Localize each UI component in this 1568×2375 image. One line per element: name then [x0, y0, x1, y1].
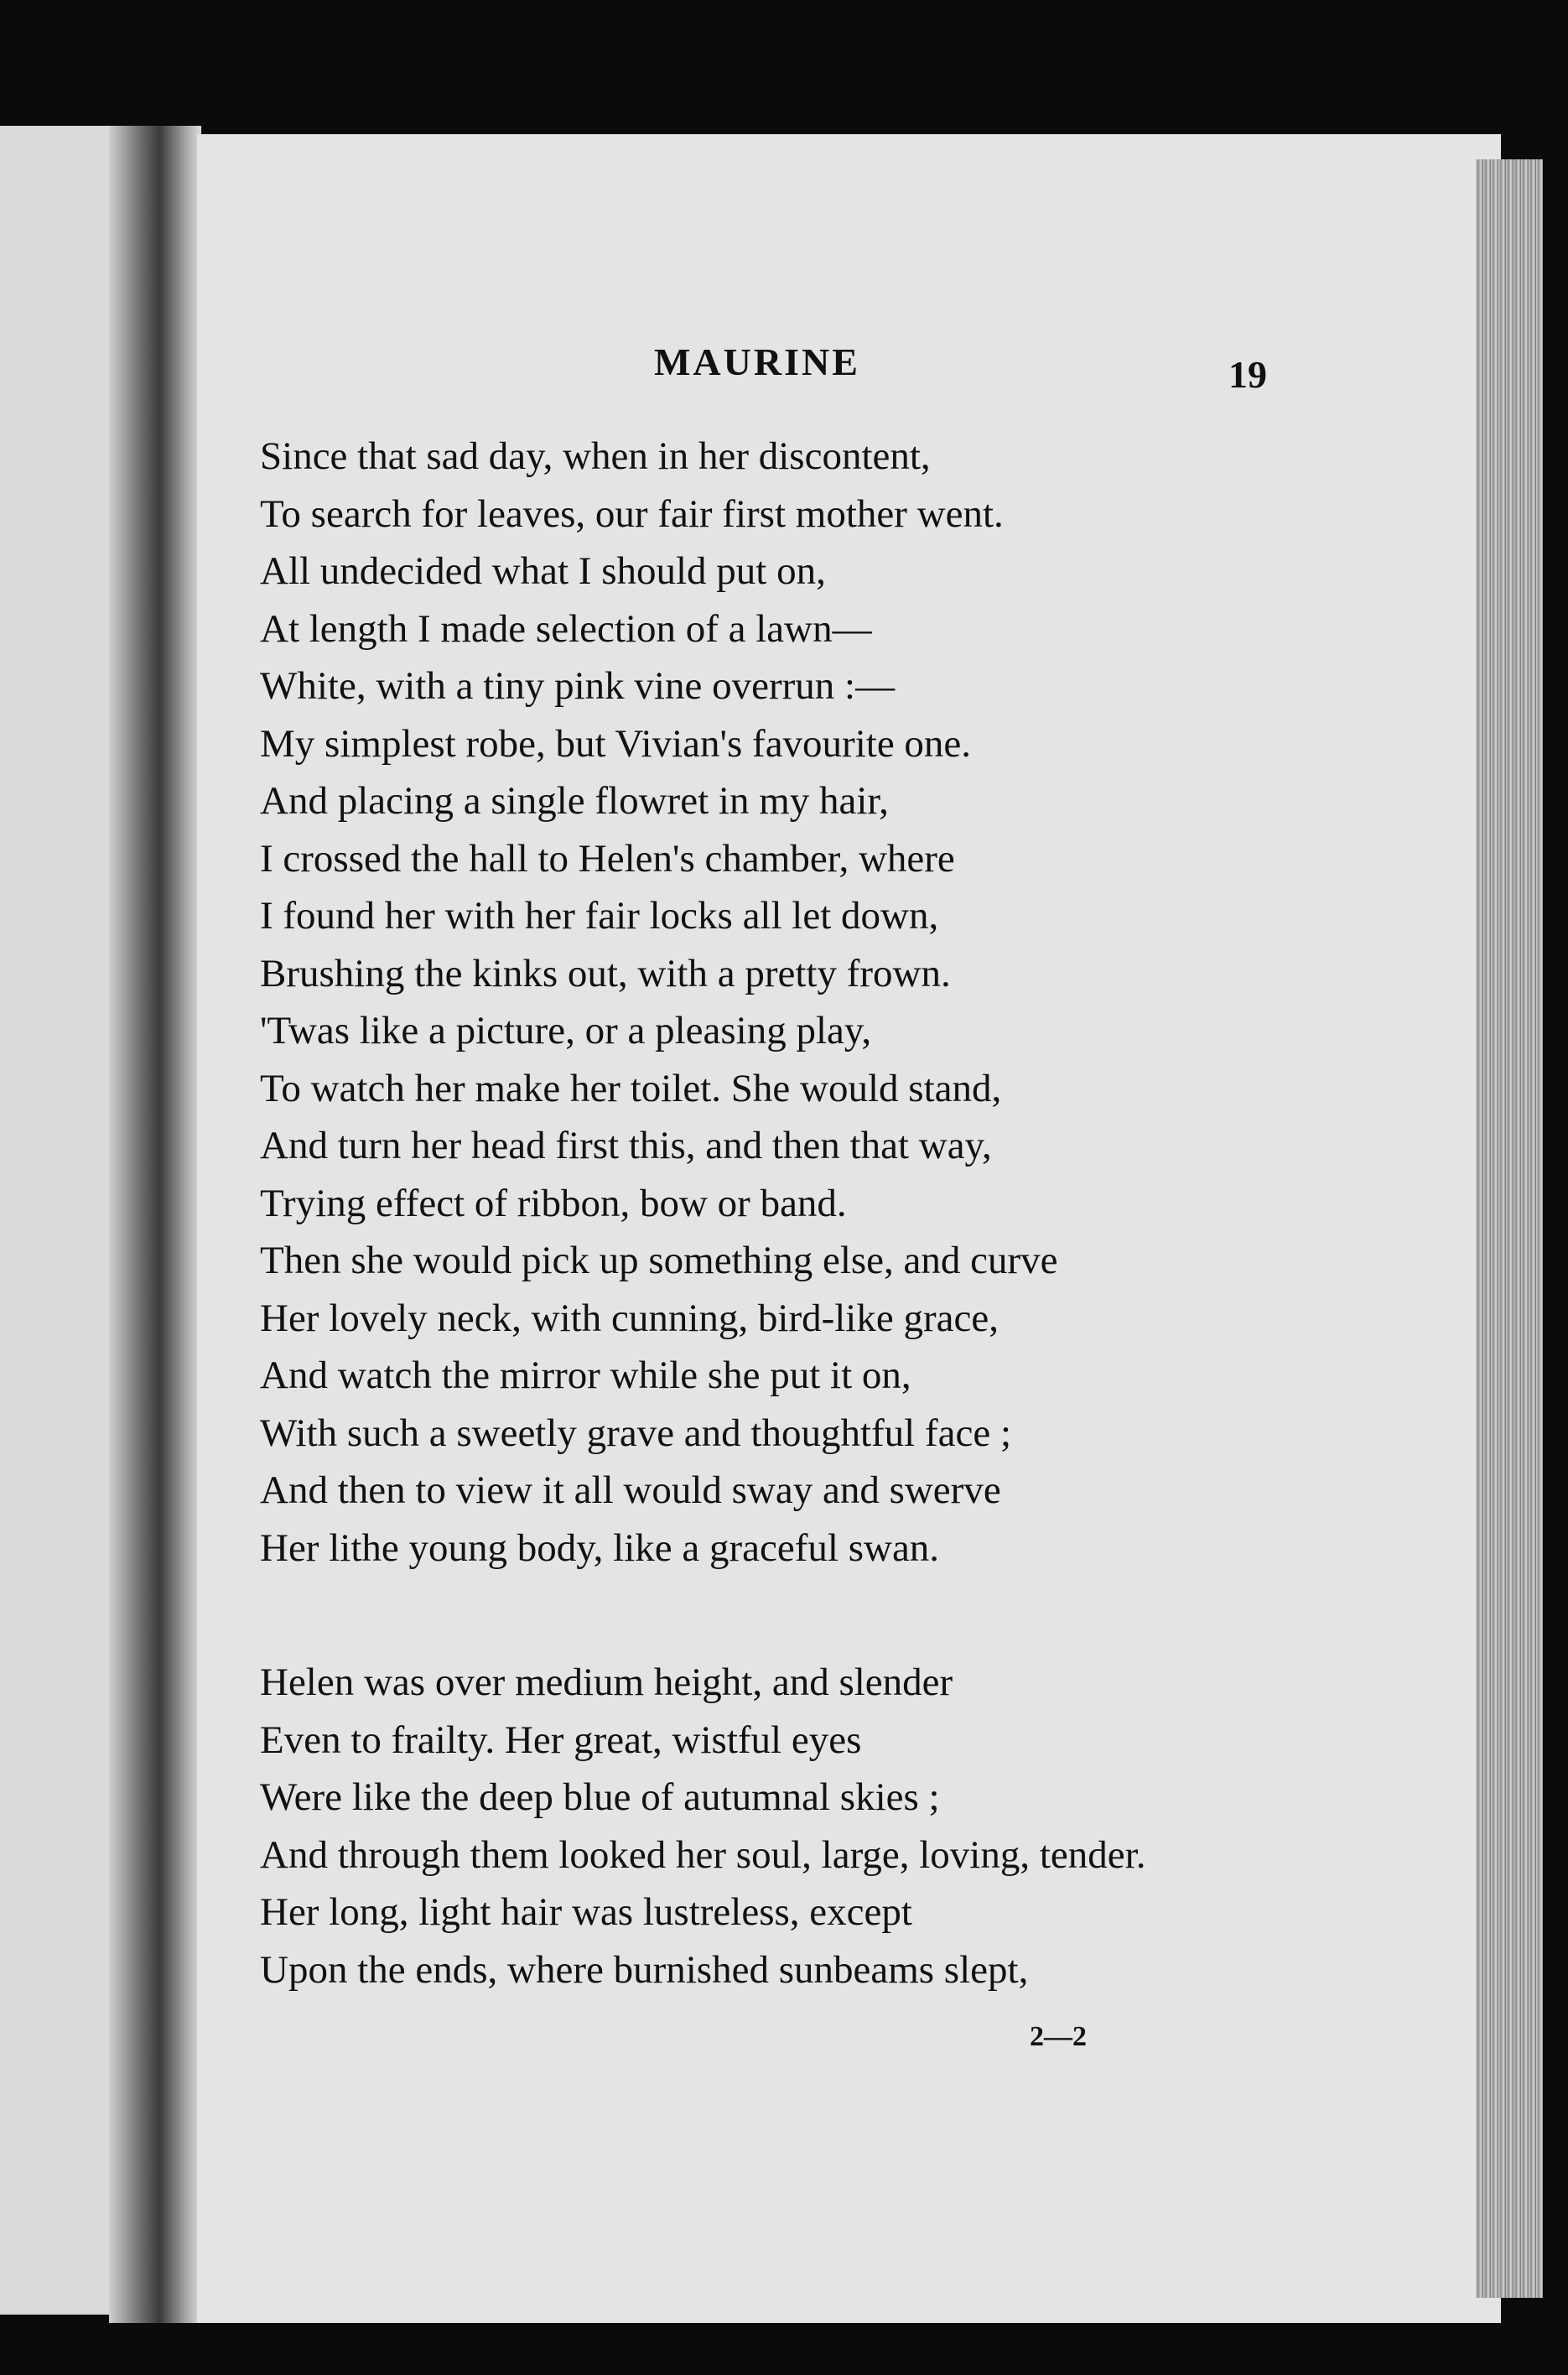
running-head: MAURINE	[654, 340, 860, 383]
poem-line: Brushing the kinks out, with a pretty frown.	[260, 951, 951, 995]
poem-line: Trying effect of ribbon, bow or band.	[260, 1181, 847, 1225]
poem-line: All undecided what I should put on,	[260, 549, 826, 593]
poem-line: My simplest robe, but Vivian's favourite one.	[260, 721, 972, 766]
poem-line: Then she would pick up something else, and curve	[260, 1239, 1058, 1282]
stanza-2	[260, 1654, 1145, 1998]
poem-line: Since that sad day, when in her discontent,	[260, 434, 931, 478]
poem-line: And placing a single flowret in my hair,	[260, 779, 889, 823]
poem-line: And through them looked her soul, large, loving, tender.	[260, 1832, 1146, 1877]
poem-line: With such a sweetly grave and thoughtful face ;	[260, 1411, 1012, 1455]
poem-line: Her lithe young body, like a graceful swan.	[260, 1525, 940, 1570]
poem-line: And watch the mirror while she put it on,	[260, 1354, 911, 1397]
poem-line: I found her with her fair locks all let down,	[260, 894, 939, 938]
poem-line: Helen was over medium height, and slender	[260, 1660, 953, 1704]
poem-line: And then to view it all would sway and swerve	[260, 1468, 1001, 1512]
poem-line: 'Twas like a picture, or a pleasing play,	[260, 1009, 872, 1052]
poem-line: To search for leaves, our fair first mother went.	[260, 491, 1004, 536]
poem-line: Even to frailty. Her great, wistful eyes	[260, 1718, 862, 1762]
poem-line: I crossed the hall to Helen's chamber, where	[260, 836, 955, 881]
poem-line: To watch her make her toilet. She would stand,	[260, 1066, 1002, 1110]
stanza-1	[260, 428, 1058, 1577]
poem-line: Upon the ends, where burnished sunbeams slept,	[260, 1947, 1029, 1992]
page-block-edge	[1476, 159, 1543, 2298]
book-gutter	[109, 126, 201, 2323]
poem-line: Her lovely neck, with cunning, bird-like grace,	[260, 1296, 999, 1340]
poem-line: Were like the deep blue of autumnal skies ;	[260, 1775, 940, 1819]
poem-line: Her long, light hair was lustreless, except	[260, 1890, 912, 1934]
poem-line: And turn her head first this, and then that way,	[260, 1124, 992, 1167]
poem-line: White, with a tiny pink vine overrun :—	[260, 664, 896, 708]
page-number: 19	[1228, 353, 1267, 396]
poem-line: At length I made selection of a lawn—	[260, 606, 872, 651]
signature-mark: 2—2	[1030, 2021, 1087, 2052]
